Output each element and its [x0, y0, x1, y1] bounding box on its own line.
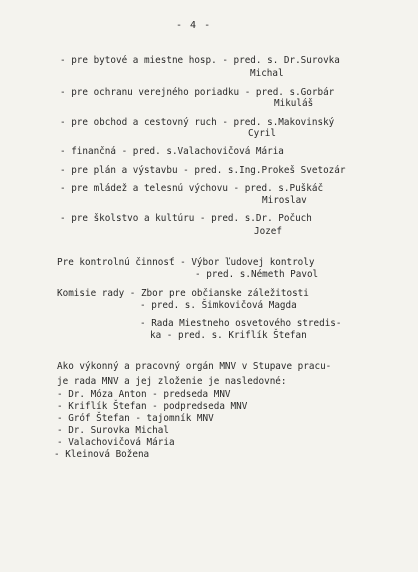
council-commissions-line2: - pred. s. Šimkovičová Magda	[140, 300, 297, 311]
commission-housing-line1: - pre bytové a miestne hosp. - pred. s. Dr.Surovka	[60, 55, 340, 66]
council-commissions-line1: Komisie rady - Zbor pre občianske záležitosti	[57, 288, 309, 299]
commission-education-line1: - pre školstvo a kultúru - pred. s.Dr. Počuch	[60, 213, 312, 224]
executive-member: - Gróf Štefan - tajomník MNV	[57, 413, 214, 424]
commission-planning-line1: - pre plán a výstavbu - pred. s.Ing.Prokeš Svetozár	[60, 165, 346, 176]
executive-intro-line2: je rada MNV a jej zloženie je nasledovné:	[57, 376, 287, 387]
commission-youth-line2: Miroslav	[262, 195, 307, 206]
executive-member: - Dr. Móza Anton - predseda MNV	[57, 389, 231, 400]
executive-member: - Valachovičová Mária	[57, 437, 175, 448]
council-commissions-line4: ka - pred. s. Kriflík Štefan	[150, 330, 307, 341]
commission-trade-line1: - pre obchod a cestovný ruch - pred. s.Makovinský	[60, 117, 335, 128]
executive-intro-line1: Ako výkonný a pracovný orgán MNV v Stupave pracu-	[57, 361, 332, 372]
commission-finance-line1: - finančná - pred. s.Valachovičová Mária	[60, 146, 284, 157]
page-number: - 4 -	[176, 20, 212, 31]
executive-member: - Dr. Surovka Michal	[57, 425, 169, 436]
commission-public-order-line2: Mikuláš	[274, 98, 314, 109]
control-line2: - pred. s.Németh Pavol	[195, 269, 319, 280]
council-commissions-line3: - Rada Miestneho osvetového stredis-	[140, 318, 342, 329]
commission-housing-line2: Michal	[250, 68, 284, 79]
commission-trade-line2: Cyril	[248, 128, 276, 139]
executive-member: - Kriflík Štefan - podpredseda MNV	[57, 401, 248, 412]
commission-public-order-line1: - pre ochranu verejného poriadku - pred. s.Gorbár	[60, 87, 335, 98]
commission-education-line2: Jozef	[254, 226, 282, 237]
executive-member: - Kleinová Božena	[54, 449, 150, 460]
control-line1: Pre kontrolnú činnosť - Výbor ľudovej kontroly	[57, 257, 315, 268]
commission-youth-line1: - pre mládež a telesnú výchovu - pred. s.Puškáč	[60, 183, 324, 194]
